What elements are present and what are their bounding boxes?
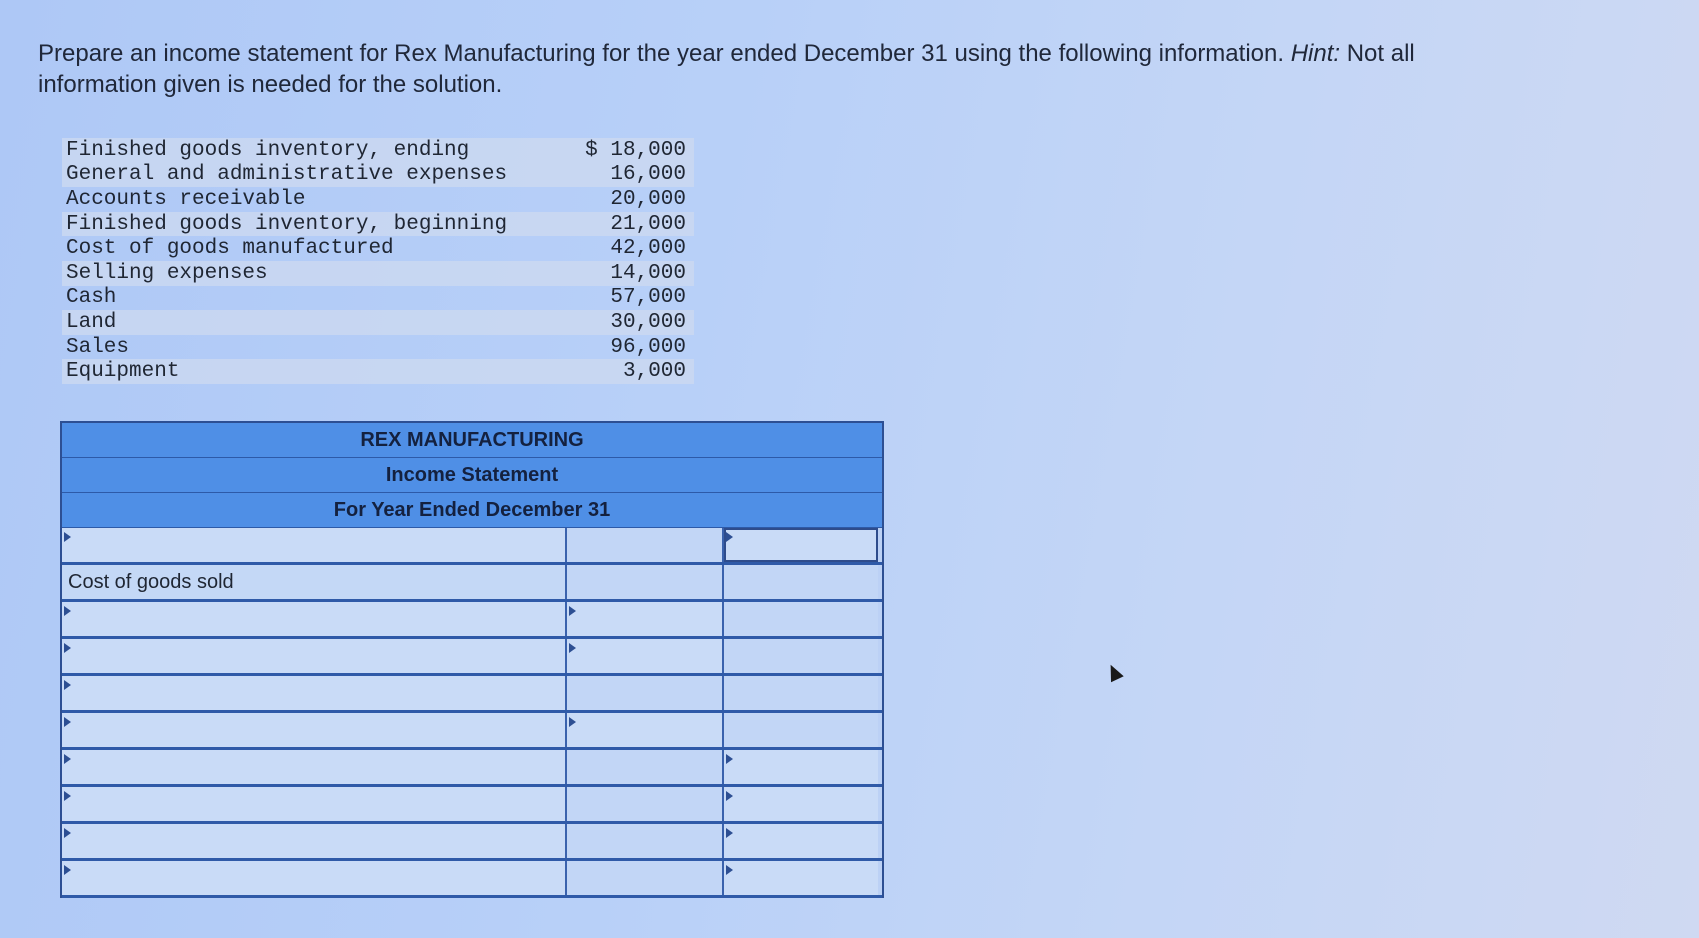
fact-label: Finished goods inventory, ending — [66, 138, 470, 162]
fact-value: 3,000 — [622, 360, 686, 384]
amount-input[interactable] — [567, 639, 724, 673]
empty-cell — [724, 713, 878, 747]
fact-value: 14,000 — [610, 261, 686, 285]
fact-value: 21,000 — [610, 212, 686, 236]
fact-label: Cash — [66, 286, 117, 310]
fact-row — [62, 335, 694, 360]
account-name-input[interactable] — [62, 676, 567, 710]
amount-input[interactable] — [567, 713, 724, 747]
fact-row — [62, 138, 694, 163]
fact-row — [62, 286, 694, 311]
statement-row — [62, 787, 882, 824]
fact-row — [62, 236, 694, 261]
fact-value: 96,000 — [610, 335, 686, 359]
empty-cell — [567, 861, 724, 895]
fact-row — [62, 163, 694, 188]
fact-label: Sales — [66, 335, 130, 359]
fact-value: $ 18,000 — [585, 138, 686, 162]
account-name-input[interactable] — [62, 750, 567, 784]
fact-label: General and administrative expenses — [66, 163, 508, 187]
statement-row — [62, 824, 882, 861]
question-prompt — [38, 38, 1538, 100]
fact-row — [62, 212, 694, 237]
account-name-input[interactable] — [62, 824, 567, 858]
prompt-text: Prepare an income statement for Rex Manufacturing for the year ended December 31 using the following information. — [38, 40, 1291, 67]
fact-label: Selling expenses — [66, 261, 268, 285]
fact-value: 20,000 — [610, 187, 686, 211]
statement-row — [62, 713, 882, 750]
mouse-pointer-icon — [1104, 662, 1123, 682]
fact-label: Finished goods inventory, beginning — [66, 212, 508, 236]
empty-cell — [567, 565, 724, 599]
fact-row — [62, 359, 694, 384]
fact-label: Land — [66, 310, 117, 334]
total-input[interactable] — [724, 750, 878, 784]
fact-label: Accounts receivable — [66, 187, 306, 211]
hint-label: Hint: — [1290, 40, 1341, 67]
income-statement-form — [60, 421, 884, 898]
fact-label: Cost of goods manufactured — [66, 237, 394, 261]
fact-value: 30,000 — [610, 310, 686, 334]
hint-text: Not all information given is needed for the solution. — [38, 40, 1415, 98]
account-name-input[interactable] — [62, 639, 567, 673]
statement-period: For Year Ended December 31 — [62, 493, 882, 528]
statement-row — [62, 676, 882, 713]
given-information-table — [62, 138, 694, 384]
statement-row — [62, 750, 882, 787]
statement-rows — [62, 528, 882, 898]
empty-cell — [567, 824, 724, 858]
statement-row — [62, 602, 882, 639]
empty-cell — [724, 676, 878, 710]
total-input[interactable] — [724, 861, 878, 895]
statement-row — [62, 565, 882, 602]
fact-row — [62, 187, 694, 212]
account-name-input[interactable] — [62, 713, 567, 747]
total-input[interactable] — [724, 528, 878, 562]
empty-cell — [567, 676, 724, 710]
empty-cell — [567, 787, 724, 821]
statement-row — [62, 639, 882, 676]
account-name-input[interactable] — [62, 861, 567, 895]
statement-title: Income Statement — [62, 458, 882, 493]
fact-label: Equipment — [66, 360, 180, 384]
total-input[interactable] — [724, 787, 878, 821]
empty-cell — [724, 565, 878, 599]
account-name-input[interactable] — [62, 602, 567, 636]
fact-row — [62, 310, 694, 335]
account-name-input[interactable] — [62, 787, 567, 821]
statement-row — [62, 528, 882, 565]
empty-cell — [724, 639, 878, 673]
statement-company-name: REX MANUFACTURING — [62, 423, 882, 458]
amount-input[interactable] — [567, 602, 724, 636]
fact-value: 16,000 — [610, 163, 686, 187]
fact-value: 42,000 — [610, 237, 686, 261]
statement-row — [62, 861, 882, 898]
statement-row-label: Cost of goods sold — [62, 565, 567, 599]
account-name-input[interactable] — [62, 528, 567, 562]
total-input[interactable] — [724, 824, 878, 858]
empty-cell — [567, 528, 724, 562]
fact-row — [62, 261, 694, 286]
fact-value: 57,000 — [610, 286, 686, 310]
empty-cell — [724, 602, 878, 636]
empty-cell — [567, 750, 724, 784]
